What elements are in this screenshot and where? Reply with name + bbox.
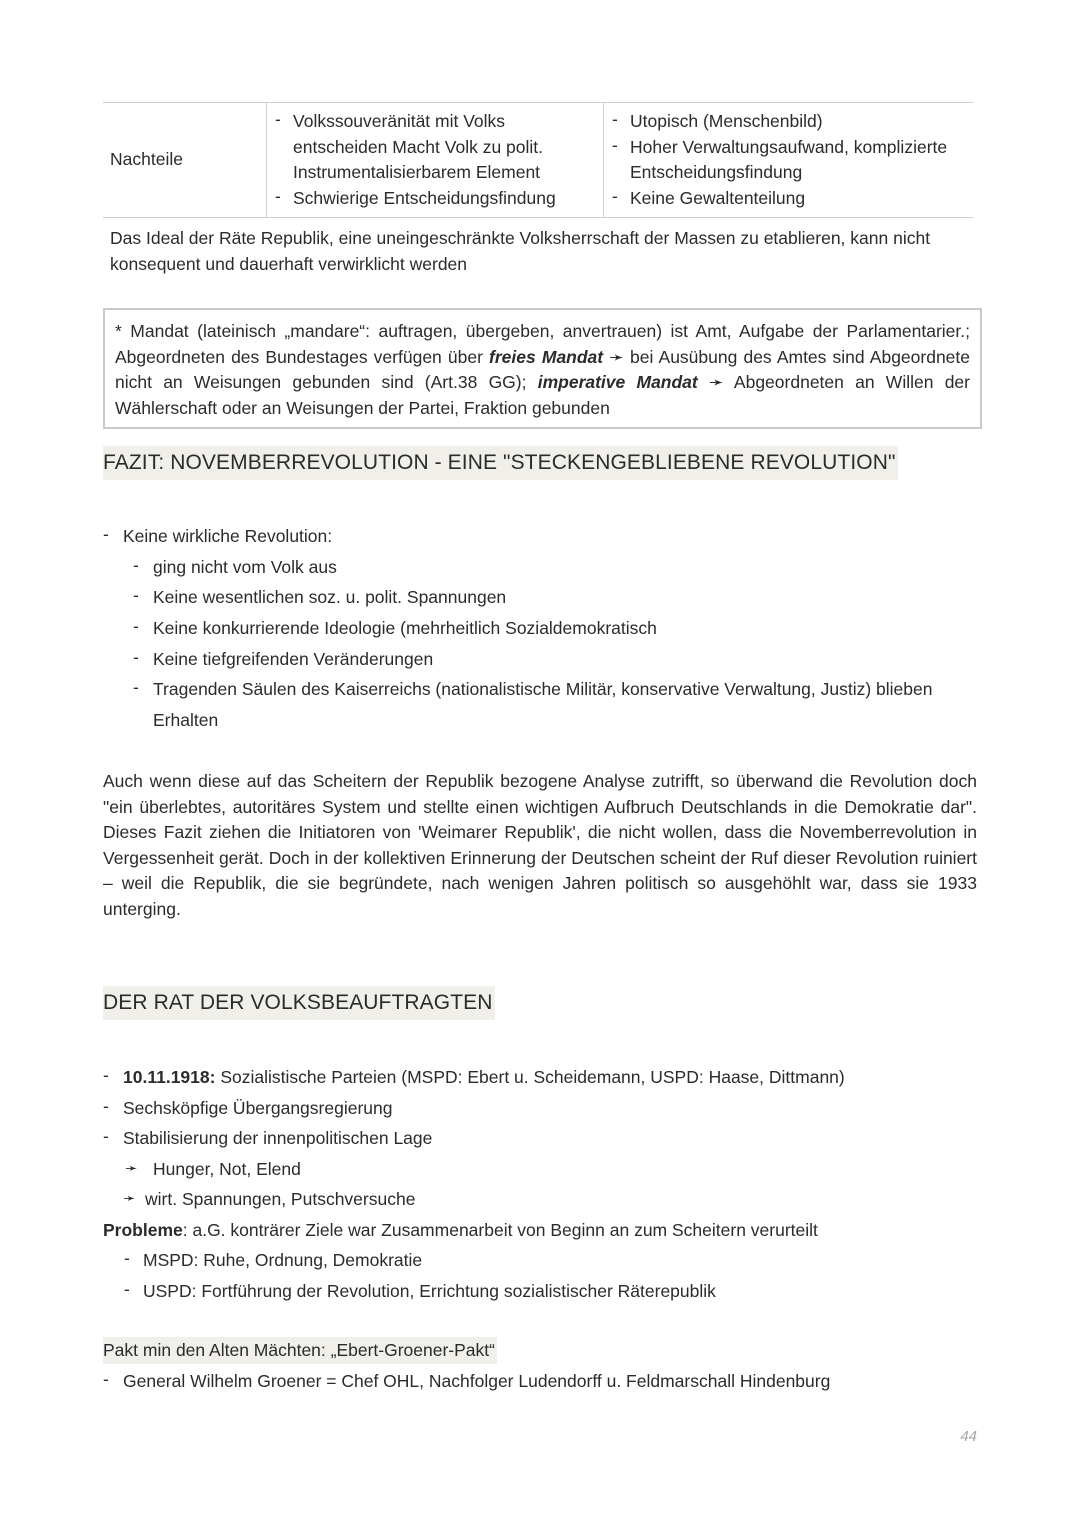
arrow-item-text: wirt. Spannungen, Putschversuche bbox=[145, 1189, 416, 1209]
pakt-heading: Pakt min den Alten Mächten: „Ebert-Groener-Pakt“ bbox=[103, 1337, 497, 1364]
fazit-list bbox=[103, 521, 932, 736]
probleme-line bbox=[103, 1215, 845, 1246]
list-item: - Keine Gewaltenteilung bbox=[610, 186, 973, 212]
arrow-icon: ➛ bbox=[123, 1190, 136, 1207]
pakt-list bbox=[103, 1366, 830, 1397]
rat-heading: DER RAT DER VOLKSBEAUFTRAGTEN bbox=[103, 986, 495, 1020]
sub-list-item: - Tragenden Säulen des Kaiserreichs (nationalistische Militär, konservative Verwaltung, Justiz) blieben bbox=[103, 674, 932, 705]
rat-list bbox=[103, 1062, 845, 1306]
arrow-item bbox=[103, 1154, 845, 1185]
list-item: - Volkssouveränität mit Volks entscheiden Macht Volk zu polit. Instrumentalisierbarem Element bbox=[273, 109, 603, 186]
council-system-disadvantages bbox=[604, 103, 974, 218]
date: 10.11.1918: bbox=[123, 1067, 216, 1087]
sub-list-item: - Keine tiefgreifenden Veränderungen bbox=[103, 644, 932, 675]
mandate-text: * Mandat (lateinisch „mandare“: auftragen, übergeben, anvertrauen) ist Amt, Aufgabe der Parlamentarier.; Abgeordneten des Bundestages verfügen über bbox=[115, 321, 970, 367]
mandate-definition-box bbox=[103, 308, 982, 429]
list-item bbox=[103, 1062, 845, 1093]
sub-list-item: - Keine konkurrierende Ideologie (mehrheitlich Sozialdemokratisch bbox=[103, 613, 932, 644]
sub-list-item: - ging nicht vom Volk aus bbox=[103, 552, 932, 583]
fazit-heading: FAZIT: NOVEMBERREVOLUTION - EINE "STECKENGEBLIEBENE REVOLUTION" bbox=[103, 446, 898, 480]
probleme-text: : a.G. konträrer Ziele war Zusammenarbeit von Beginn an zum Scheitern verurteilt bbox=[182, 1219, 818, 1240]
free-mandate-term: freies Mandat bbox=[489, 346, 604, 367]
list-item: - General Wilhelm Groener = Chef OHL, Nachfolger Ludendorff u. Feldmarschall Hindenburg bbox=[103, 1366, 830, 1397]
table-row bbox=[103, 103, 973, 218]
comparison-table bbox=[103, 102, 973, 277]
sub-list-item: - USPD: Fortführung der Revolution, Errichtung sozialistischer Räterepublik bbox=[103, 1276, 845, 1307]
table-conclusion: Das Ideal der Räte Republik, eine uneingeschränkte Volksherrschaft der Massen zu etablieren, kann nicht konsequent und dauerhaft verwirklicht werden bbox=[110, 228, 931, 274]
fazit-paragraph: Auch wenn diese auf das Scheitern der Republik bezogene Analyse zutrifft, so überwand die Revolution doch "ein überlebtes, autoritäres System und stellte einen wichtigen Aufbruch Deutschlands in die Demokratie dar". Dieses Fazit ziehen die Initiatoren von 'Weimarer Republik', die nicht wollen, dass die Novemberrevolution in Vergessenheit gerät. Doch in der kollektiven Erinnerung der Deutschen scheint der Ruf dieser Revolution ruiniert – weil die Republik, die sie begründete, nach wenigen Jahren politisch so ausgehöhlt war, dass sie 1933 unterging. bbox=[103, 771, 977, 919]
sub-list-item: - Keine wesentlichen soz. u. polit. Spannungen bbox=[103, 582, 932, 613]
list-item: - Schwierige Entscheidungsfindung bbox=[273, 186, 603, 212]
list-item: - Stabilisierung der innenpolitischen Lage bbox=[103, 1123, 845, 1154]
arrow-icon: ➛ bbox=[125, 1159, 138, 1177]
council-republic-disadvantages bbox=[267, 103, 604, 218]
list-item-text: Sozialistische Parteien (MSPD: Ebert u. Scheidemann, USPD: Haase, Dittmann) bbox=[215, 1067, 845, 1087]
probleme-label: Probleme bbox=[103, 1219, 183, 1240]
mandate-text: ➛ Abgeordneten an Willen der Wählerschaft oder an Weisungen der Partei, Fraktion gebunden bbox=[115, 372, 970, 418]
row-label: Nachteile bbox=[110, 149, 183, 170]
arrow-item-text: Hunger, Not, Elend bbox=[153, 1158, 301, 1179]
arrow-item bbox=[103, 1184, 845, 1215]
sub-list-item-continuation: Erhalten bbox=[153, 710, 219, 731]
page-number: 44 bbox=[960, 1428, 977, 1445]
list-item: - Hoher Verwaltungsaufwand, komplizierte Entscheidungsfindung bbox=[610, 135, 973, 186]
imperative-mandate-term: imperative Mandat bbox=[537, 372, 698, 392]
list-item: - Utopisch (Menschenbild) bbox=[610, 109, 973, 135]
mandate-text: ➛ bei Ausübung des Amtes sind Abgeordnete nicht an Weisungen gebunden sind (Art.38 GG); bbox=[115, 346, 971, 392]
list-item: - Sechsköpfige Übergangsregierung bbox=[103, 1093, 845, 1124]
list-item: - Keine wirkliche Revolution: bbox=[103, 521, 932, 552]
sub-list-item: - MSPD: Ruhe, Ordnung, Demokratie bbox=[103, 1245, 845, 1276]
